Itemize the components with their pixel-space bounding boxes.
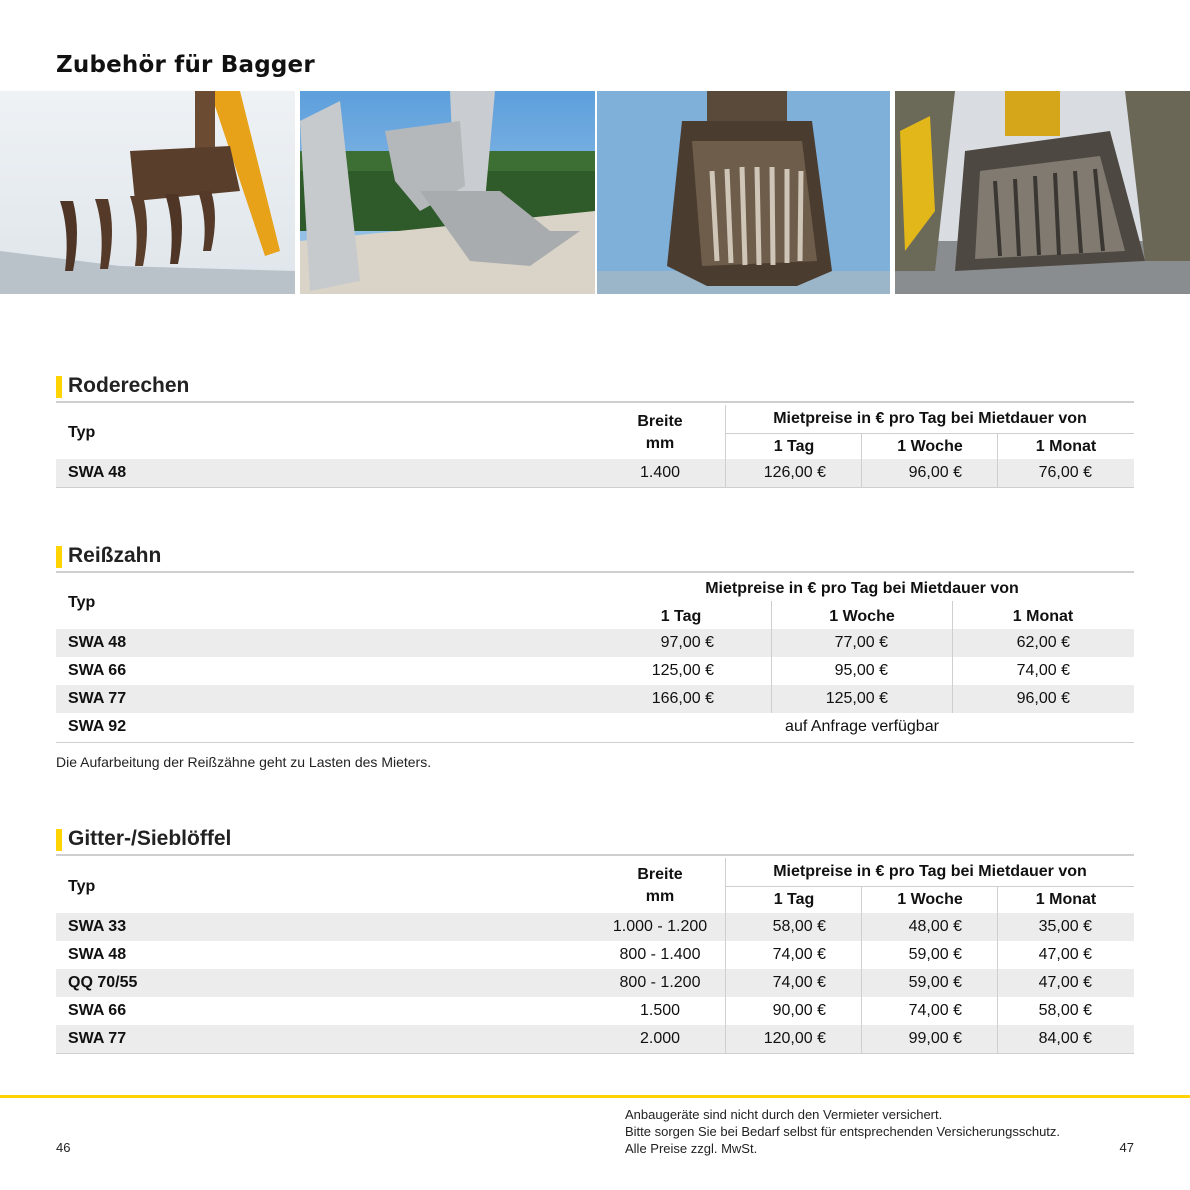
footer-disclaimer [625,1106,1060,1157]
cell-typ: SWA 92 [68,718,127,735]
price-header: Mietpreise in € pro Tag bei Mietdauer von [773,410,1087,427]
period-header-week: 1 Woche [897,438,963,455]
table-row [56,941,1134,969]
photo-root-rake [0,91,295,294]
table-row [56,629,1134,657]
cell-price-week: 59,00 € [908,974,962,991]
cell-breite: 2.000 [639,1030,681,1047]
cell-breite: 1.400 [639,464,681,481]
cell-price-month: 47,00 € [1038,946,1092,963]
cell-price-day: 74,00 € [772,946,826,963]
cell-price-day: 74,00 € [772,974,826,991]
cell-typ: QQ 70/55 [68,974,138,991]
cell-price-week: 95,00 € [834,662,888,679]
photo-ripper [300,91,595,294]
period-header-day: 1 Tag [773,891,815,908]
divider [952,601,953,713]
cell-breite: 800 - 1.200 [619,974,701,991]
column-header-mm: mm [645,888,675,905]
period-header-day: 1 Tag [773,438,815,455]
divider [56,854,1134,856]
cell-price-day: 58,00 € [772,918,826,935]
section-title-gitter: Gitter-/Sieblöffel [56,827,231,851]
cell-price-month: 76,00 € [1038,464,1092,481]
divider [997,886,998,1053]
cell-typ: SWA 66 [68,1002,127,1019]
cell-typ: SWA 48 [68,464,127,481]
footer-line: Alle Preise zzgl. MwSt. [625,1141,758,1156]
cell-typ: SWA 33 [68,918,127,935]
column-header-typ: Typ [68,424,96,441]
column-header-typ: Typ [68,594,96,611]
section-title-roderechen: Roderechen [56,374,189,398]
cell-price-day: 126,00 € [763,464,826,481]
price-header: Mietpreise in € pro Tag bei Mietdauer von [705,580,1019,597]
table-row [56,913,1134,941]
cell-price-day: 166,00 € [651,690,714,707]
period-header-day: 1 Tag [660,608,702,625]
cell-typ: SWA 77 [68,1030,127,1047]
photo-grid-bucket [895,91,1190,294]
cell-typ: SWA 48 [68,946,127,963]
cell-breite: 800 - 1.400 [619,946,701,963]
cell-price-month: 47,00 € [1038,974,1092,991]
period-header-month: 1 Monat [1035,891,1097,908]
table-row [56,459,1134,487]
divider [725,405,726,487]
cell-price-month: 74,00 € [1016,662,1070,679]
cell-price-day: 120,00 € [763,1030,826,1047]
cell-price-week: 96,00 € [908,464,962,481]
cell-price-month: 96,00 € [1016,690,1070,707]
cell-price-day: 97,00 € [660,634,714,651]
table-row [56,685,1134,713]
table-row [56,969,1134,997]
cell-price-day: 125,00 € [651,662,714,679]
section-title-reisszahn: Reißzahn [56,544,161,568]
period-header-week: 1 Woche [897,891,963,908]
cell-breite: 1.500 [639,1002,681,1019]
cell-price-week: 125,00 € [825,690,888,707]
period-header-month: 1 Monat [1012,608,1074,625]
cell-price-week: 59,00 € [908,946,962,963]
period-header-week: 1 Woche [829,608,895,625]
page-title: Zubehör für Bagger [56,52,315,78]
divider [56,487,1134,488]
divider [56,742,1134,743]
period-header-month: 1 Monat [1035,438,1097,455]
reisszahn-note: Die Aufarbeitung der Reißzähne geht zu Lasten des Mieters. [56,754,432,770]
cell-price-month: 62,00 € [1016,634,1070,651]
page-number-left: 46 [56,1140,71,1155]
footer-accent-bar [0,1095,1190,1098]
cell-price-week: 48,00 € [908,918,962,935]
column-header-breite: Breite [637,866,683,883]
table-row [56,713,1134,741]
photo-sieve-bucket [597,91,890,294]
divider [726,433,1134,434]
divider [997,433,998,487]
table-row [56,997,1134,1025]
cell-typ: SWA 48 [68,634,127,651]
divider [56,571,1134,573]
cell-price-month: 35,00 € [1038,918,1092,935]
divider [726,886,1134,887]
divider [725,858,726,1053]
cell-price-week: 77,00 € [834,634,888,651]
page-number-right: 47 [1119,1140,1134,1155]
column-header-breite: Breite [637,413,683,430]
divider [771,601,772,713]
divider [56,1053,1134,1054]
cell-typ: SWA 66 [68,662,127,679]
table-row [56,657,1134,685]
divider [861,433,862,487]
cell-availability-note: auf Anfrage verfügbar [785,718,939,735]
cell-price-month: 84,00 € [1038,1030,1092,1047]
table-row [56,1025,1134,1053]
column-header-mm: mm [645,435,675,452]
cell-breite: 1.000 - 1.200 [612,918,708,935]
cell-price-week: 99,00 € [908,1030,962,1047]
cell-price-week: 74,00 € [908,1002,962,1019]
cell-price-month: 58,00 € [1038,1002,1092,1019]
footer-line: Anbaugeräte sind nicht durch den Vermieter versichert. [625,1107,943,1122]
cell-typ: SWA 77 [68,690,127,707]
footer-line: Bitte sorgen Sie bei Bedarf selbst für entsprechenden Versicherungsschutz. [625,1124,1061,1139]
cell-price-day: 90,00 € [772,1002,826,1019]
divider [861,886,862,1053]
column-header-typ: Typ [68,878,96,895]
price-header: Mietpreise in € pro Tag bei Mietdauer von [773,863,1087,880]
divider [56,401,1134,403]
